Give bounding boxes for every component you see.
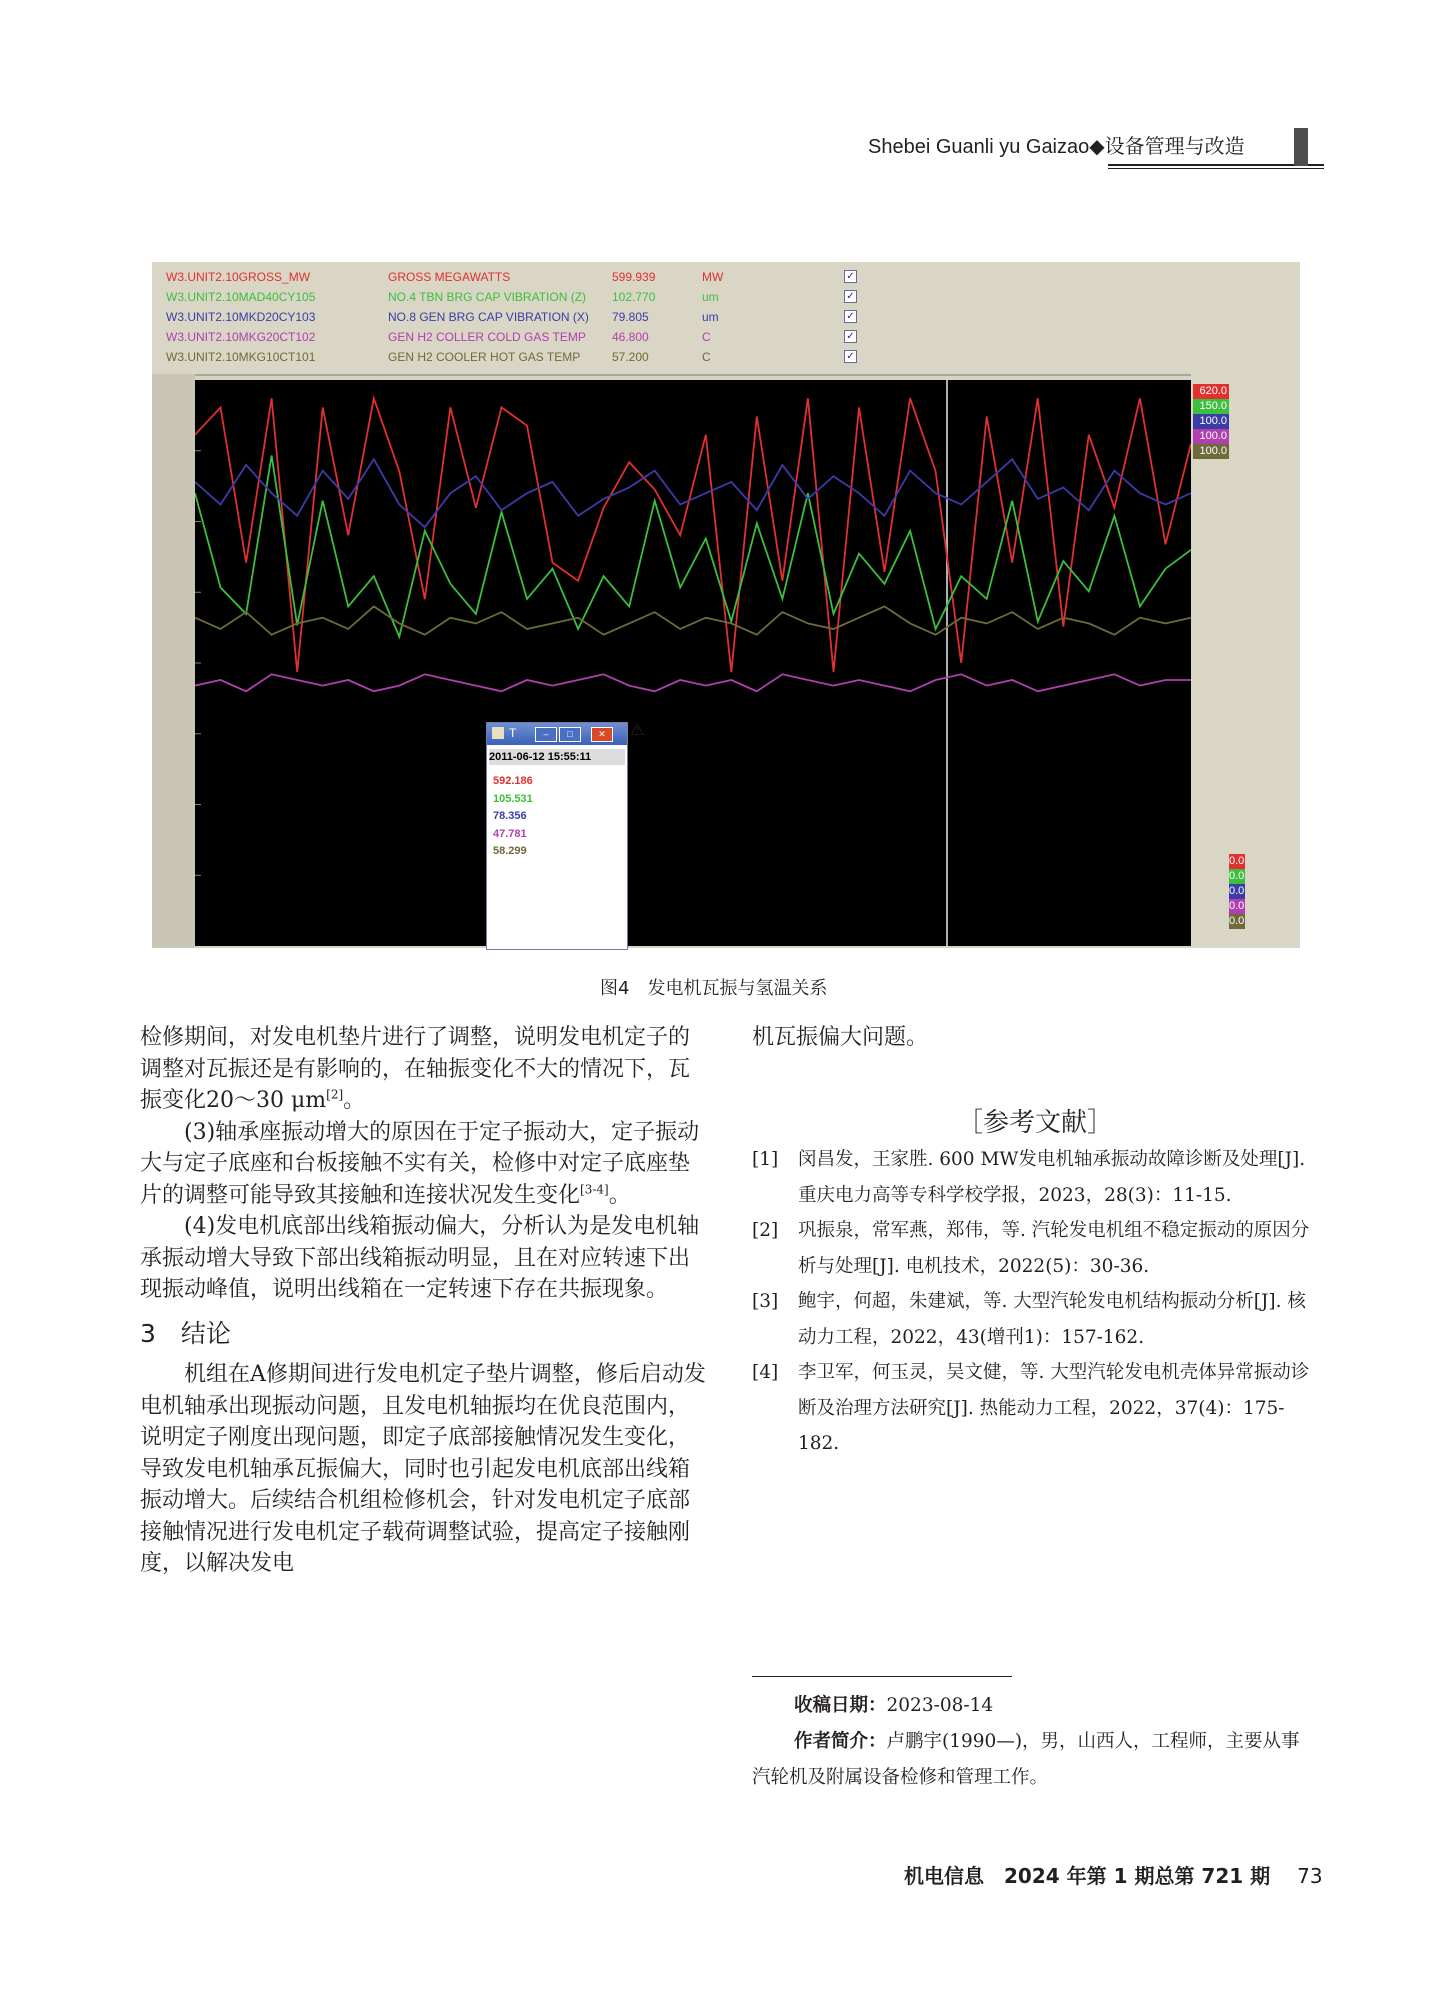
scale-max-label: 100.0 xyxy=(1193,429,1229,444)
header-rule xyxy=(1108,164,1324,166)
header-rule-thin xyxy=(1108,168,1324,169)
popup-title: T xyxy=(509,726,517,740)
references-title: ［参考文献］ xyxy=(956,1108,1113,1138)
legend-desc: NO.4 TBN BRG CAP VIBRATION (Z) xyxy=(388,290,587,304)
figure-caption: 图4 发电机瓦振与氢温关系 xyxy=(600,978,828,999)
right-column xyxy=(752,1022,1318,1054)
legend-row xyxy=(152,268,1300,288)
minimize-icon[interactable]: – xyxy=(535,727,557,742)
popup-value: 105.531 xyxy=(493,792,533,805)
legend-unit: MW xyxy=(702,270,724,284)
received-date: 收稿日期：2023-08-14 xyxy=(794,1695,994,1716)
legend-desc: GEN H2 COOLER HOT GAS TEMP xyxy=(388,350,581,364)
maximize-icon[interactable]: □ xyxy=(559,727,581,742)
reference-number: [3] xyxy=(752,1291,779,1312)
legend-row xyxy=(152,288,1300,308)
scale-min-label: 0.0 xyxy=(1229,870,1245,882)
checkbox-icon[interactable]: ✓ xyxy=(844,290,857,303)
running-header xyxy=(868,130,1245,159)
legend-row xyxy=(152,328,1300,348)
legend-tag: W3.UNIT2.10MAD40CY105 xyxy=(166,290,316,304)
left-column xyxy=(140,1022,710,1580)
scale-max-label: 620.0 xyxy=(1193,384,1229,399)
legend-unit: um xyxy=(702,310,719,324)
reference-number: [4] xyxy=(752,1362,779,1383)
legend-value: 599.939 xyxy=(612,270,656,284)
citation: [2] xyxy=(326,1087,344,1102)
legend-desc: GEN H2 COLLER COLD GAS TEMP xyxy=(388,330,586,344)
legend-desc: GROSS MEGAWATTS xyxy=(388,270,511,284)
diamond-icon: ◆ xyxy=(1089,136,1105,158)
plot-left-axis xyxy=(152,374,195,948)
reference-text: 李卫军，何玉灵，吴文健，等. 大型汽轮发电机壳体异常振动诊断及治理方法研究[J]. 热能动力工程，2022，37(4)：175-182. xyxy=(798,1362,1310,1454)
legend-unit: um xyxy=(702,290,719,304)
running-header-latin: Shebei Guanli yu Gaizao xyxy=(868,136,1090,158)
popup-value: 592.186 xyxy=(493,775,533,787)
reference-item xyxy=(752,1142,1318,1213)
chart-legend xyxy=(152,262,1300,376)
checkbox-icon[interactable]: ✓ xyxy=(844,310,857,323)
reference-list xyxy=(752,1142,1318,1462)
checkbox-icon[interactable]: ✓ xyxy=(844,330,857,343)
legend-value: 102.770 xyxy=(612,290,656,304)
legend-unit: C xyxy=(702,330,711,344)
legend-value: 79.805 xyxy=(612,310,649,324)
paragraph-continued: 机瓦振偏大问题。 xyxy=(752,1025,929,1050)
legend-tag: W3.UNIT2.10MKG10CT101 xyxy=(166,350,316,364)
reference-item xyxy=(752,1355,1318,1462)
header-block-mark xyxy=(1294,128,1308,166)
legend-row xyxy=(152,308,1300,328)
legend-row xyxy=(152,348,1300,368)
value-popup[interactable] xyxy=(486,722,628,950)
scale-min-label: 0.0 xyxy=(1229,885,1245,897)
reference-number: [2] xyxy=(752,1220,779,1241)
trend-plot xyxy=(195,380,1191,946)
popup-timestamp: 2011-06-12 15:55:11 xyxy=(489,749,625,765)
scale-max-label: 100.0 xyxy=(1193,444,1229,459)
scale-max-label: 100.0 xyxy=(1193,414,1229,429)
journal-issue: 机电信息 2024 年第 1 期总第 721 期 xyxy=(904,1864,1271,1888)
reference-text: 鲍宇，何超，朱建斌，等. 大型汽轮发电机结构振动分析[J]. 核动力工程，2022，43(增刊1)：157-162. xyxy=(798,1291,1306,1348)
popup-titlebar[interactable] xyxy=(487,723,627,745)
popup-value: 78.356 xyxy=(493,810,527,822)
plot-right-scale xyxy=(1191,374,1300,948)
checkbox-icon[interactable]: ✓ xyxy=(844,350,857,363)
legend-value: 46.800 xyxy=(612,330,649,344)
legend-unit: C xyxy=(702,350,711,364)
app-icon xyxy=(492,727,504,739)
reference-item xyxy=(752,1284,1318,1355)
running-header-cn: 设备管理与改造 xyxy=(1104,134,1245,158)
reference-item xyxy=(752,1213,1318,1284)
paragraph-2: (3)轴承座振动增大的原因在于定子振动大，定子振动大与定子底座和台板接触不实有关，检修中对定子底座垫片的调整可能导致其接触和连接状况发生变化[3-4]。 xyxy=(140,1119,700,1208)
legend-tag: W3.UNIT2.10MKD20CY103 xyxy=(166,310,316,324)
legend-value: 57.200 xyxy=(612,350,649,364)
paragraph-3: (4)发电机底部出线箱振动偏大，分析认为是发电机轴承振动增大导致下部出线箱振动明显，且在对应转速下出现振动峰值，说明出线箱在一定转速下存在共振现象。 xyxy=(140,1214,700,1302)
figure-4 xyxy=(152,262,1300,948)
scale-min-label: 0.0 xyxy=(1229,915,1245,927)
scale-min-label: 0.0 xyxy=(1229,900,1245,912)
warning-icon: ⚠ xyxy=(630,720,645,739)
author-bio: 作者简介：卢鹏宇(1990—)，男，山西人，工程师，主要从事汽轮机及附属设备检修和管理工作。 xyxy=(752,1731,1300,1788)
scale-min-label: 0.0 xyxy=(1229,855,1245,867)
series-line xyxy=(195,398,1191,672)
footnote-rule xyxy=(752,1676,1012,1677)
popup-value: 58.299 xyxy=(493,845,527,857)
legend-tag: W3.UNIT2.10MKG20CT102 xyxy=(166,330,316,344)
paragraph-1: 检修期间，对发电机垫片进行了调整，说明发电机定子的调整对瓦振还是有影响的，在轴振变化不大的情况下，瓦振变化20～30 μm[2]。 xyxy=(140,1025,691,1113)
page-number: 73 xyxy=(1297,1864,1323,1888)
section-title: 3 结论 xyxy=(140,1318,231,1348)
checkbox-icon[interactable]: ✓ xyxy=(844,270,857,283)
close-icon[interactable]: ✕ xyxy=(591,727,613,742)
reference-text: 闵昌发，王家胜. 600 MW发电机轴承振动故障诊断及处理[J]. 重庆电力高等专科学校学报，2023，28(3)：11-15. xyxy=(798,1149,1306,1206)
reference-text: 巩振泉，常军燕，郑伟，等. 汽轮发电机组不稳定振动的原因分析与处理[J]. 电机技术，2022(5)：30-36. xyxy=(798,1220,1310,1277)
legend-tag: W3.UNIT2.10GROSS_MW xyxy=(166,270,311,284)
legend-desc: NO.8 GEN BRG CAP VIBRATION (X) xyxy=(388,310,589,324)
page-footer xyxy=(904,1860,1323,1889)
citation: [3-4] xyxy=(580,1182,609,1197)
popup-value: 47.781 xyxy=(493,827,527,840)
reference-number: [1] xyxy=(752,1149,779,1170)
footnote xyxy=(752,1688,1318,1796)
scale-max-label: 150.0 xyxy=(1193,399,1229,414)
series-line xyxy=(195,674,1191,691)
paragraph-4: 机组在A修期间进行发电机定子垫片调整，修后启动发电机轴承出现振动问题，且发电机轴振均在优良范围内，说明定子刚度出现问题，即定子底部接触情况发生变化，导致发电机轴承瓦振偏大，同时也引起发电机底部出线箱振动增大。后续结合机组检修机会，针对发电机定子底部接触情况进行发电机定子载荷调整试验，提高定子接触刚度，以解决发电 xyxy=(140,1362,706,1576)
